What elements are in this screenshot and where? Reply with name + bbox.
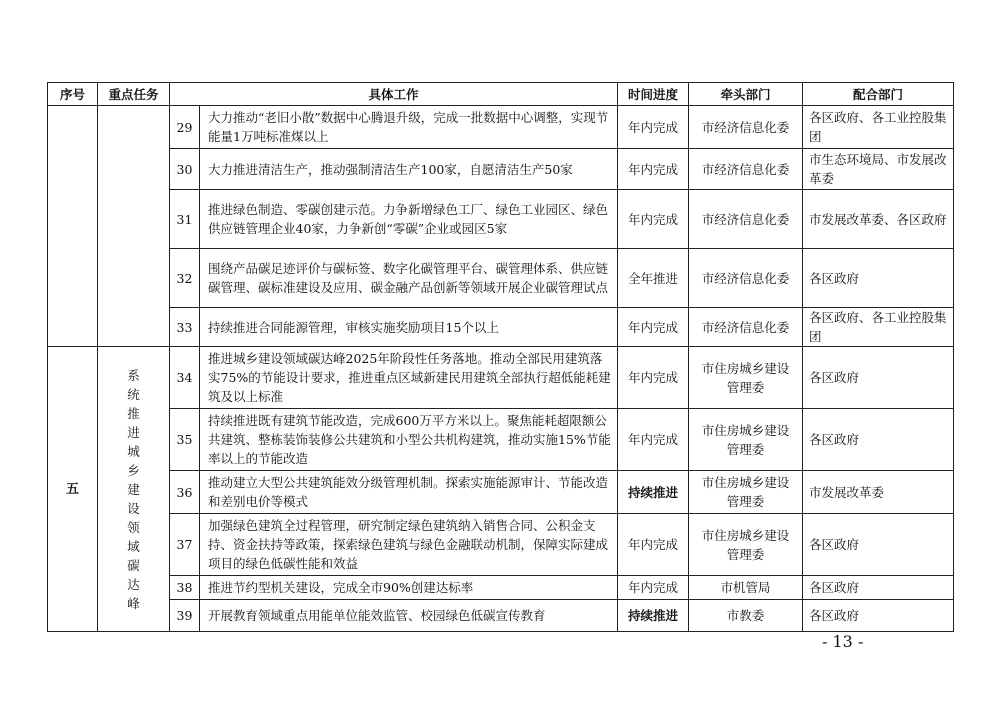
lead-cell — [689, 409, 803, 471]
coop-cell: 各区政府、各工业控股集团 — [803, 106, 954, 149]
lead-text: 市住房城乡建设管理委 — [701, 527, 790, 562]
coop-cell: 各区政府 — [803, 600, 954, 632]
task-table — [47, 82, 954, 632]
time-cell: 年内完成 — [618, 409, 689, 471]
header-seq: 序号 — [48, 83, 98, 106]
lead-cell: 市教委 — [689, 600, 803, 632]
lead-cell: 市经济信息化委 — [689, 106, 803, 149]
row-number: 29 — [170, 106, 200, 149]
row-number: 35 — [170, 409, 200, 471]
coop-cell: 各区政府 — [803, 576, 954, 600]
group-task-label: 系统推进城乡建设领域碳达峰 — [127, 367, 140, 611]
row-number: 31 — [170, 190, 200, 249]
row-number: 30 — [170, 149, 200, 190]
table-row — [48, 249, 954, 308]
lead-cell — [689, 471, 803, 514]
work-cell: 推进节约型机关建设，完成全市90%创建达标率 — [200, 576, 618, 600]
lead-cell: 市经济信息化委 — [689, 308, 803, 347]
work-cell: 开展教育领域重点用能单位能效监管、校园绿色低碳宣传教育 — [200, 600, 618, 632]
table-row — [48, 409, 954, 471]
coop-cell: 各区政府 — [803, 409, 954, 471]
time-cell: 年内完成 — [618, 576, 689, 600]
header-work: 具体工作 — [170, 83, 618, 106]
lead-text: 市住房城乡建设管理委 — [701, 422, 790, 457]
row-number: 37 — [170, 514, 200, 576]
group-prev-task — [98, 106, 170, 347]
group-prev-seq — [48, 106, 98, 347]
work-cell: 推进绿色制造、零碳创建示范。力争新增绿色工厂、绿色工业园区、绿色供应链管理企业40家，力争新创“零碳”企业或园区5家 — [200, 190, 618, 249]
table-row — [48, 514, 954, 576]
lead-text: 市住房城乡建设管理委 — [701, 360, 790, 395]
lead-cell — [689, 347, 803, 409]
coop-cell: 市发展改革委、各区政府 — [803, 190, 954, 249]
table-row — [48, 471, 954, 514]
lead-cell — [689, 514, 803, 576]
work-cell: 大力推进清洁生产，推动强制清洁生产100家，自愿清洁生产50家 — [200, 149, 618, 190]
lead-text: 市住房城乡建设管理委 — [701, 475, 790, 509]
coop-cell: 市发展改革委 — [803, 471, 954, 514]
row-number: 36 — [170, 471, 200, 514]
time-cell: 年内完成 — [618, 106, 689, 149]
work-cell: 加强绿色建筑全过程管理，研究制定绿色建筑纳入销售合同、公积金支持、资金扶持等政策，探索绿色建筑与绿色金融联动机制，保障实际建成项目的绿色低碳性能和效益 — [200, 514, 618, 576]
header-coop: 配合部门 — [803, 83, 954, 106]
work-cell: 大力推动“老旧小散”数据中心腾退升级，完成一批数据中心调整，实现节能量1万吨标准煤以上 — [200, 106, 618, 149]
work-cell: 围绕产品碳足迹评价与碳标签、数字化碳管理平台、碳管理体系、供应链碳管理、碳标准建设及应用、碳金融产品创新等领域开展企业碳管理试点 — [200, 249, 618, 308]
header-time: 时间进度 — [618, 83, 689, 106]
coop-cell: 各区政府 — [803, 249, 954, 308]
coop-cell: 市生态环境局、市发展改革委 — [803, 149, 954, 190]
time-cell: 年内完成 — [618, 190, 689, 249]
lead-cell: 市经济信息化委 — [689, 149, 803, 190]
page-number: - 13 - — [822, 632, 864, 651]
row-number: 38 — [170, 576, 200, 600]
row-number: 33 — [170, 308, 200, 347]
row-number: 32 — [170, 249, 200, 308]
header-lead: 牵头部门 — [689, 83, 803, 106]
time-cell: 年内完成 — [618, 514, 689, 576]
table-row — [48, 347, 954, 409]
row-number: 34 — [170, 347, 200, 409]
table-row — [48, 149, 954, 190]
coop-cell: 各区政府、各工业控股集团 — [803, 308, 954, 347]
work-cell: 推动建立大型公共建筑能效分级管理机制。探索实施能源审计、节能改造和差别电价等模式 — [200, 471, 618, 514]
lead-cell: 市经济信息化委 — [689, 190, 803, 249]
time-cell: 全年推进 — [618, 249, 689, 308]
header-row — [48, 83, 954, 106]
row-number: 39 — [170, 600, 200, 632]
group-task — [98, 347, 170, 632]
coop-cell: 各区政府 — [803, 347, 954, 409]
time-cell: 年内完成 — [618, 347, 689, 409]
work-cell: 持续推进合同能源管理，审核实施奖励项目15个以上 — [200, 308, 618, 347]
work-cell: 推进城乡建设领域碳达峰2025年阶段性任务落地。推动全部民用建筑落实75%的节能设计要求，推进重点区域新建民用建筑全部执行超低能耗建筑及以上标准 — [200, 347, 618, 409]
table-row — [48, 190, 954, 249]
lead-cell: 市机管局 — [689, 576, 803, 600]
time-cell: 年内完成 — [618, 308, 689, 347]
table-row — [48, 308, 954, 347]
time-cell: 持续推进 — [618, 600, 689, 632]
table-row — [48, 106, 954, 149]
header-task: 重点任务 — [98, 83, 170, 106]
table-row — [48, 600, 954, 632]
time-cell: 年内完成 — [618, 149, 689, 190]
group-seq: 五 — [48, 347, 98, 632]
table-row — [48, 576, 954, 600]
lead-cell: 市经济信息化委 — [689, 249, 803, 308]
time-cell: 持续推进 — [618, 471, 689, 514]
work-cell: 持续推进既有建筑节能改造，完成600万平方米以上。聚焦能耗超限额公共建筑、整栋装饰装修公共建筑和小型公共机构建筑，推动实施15%节能率以上的节能改造 — [200, 409, 618, 471]
coop-cell: 各区政府 — [803, 514, 954, 576]
